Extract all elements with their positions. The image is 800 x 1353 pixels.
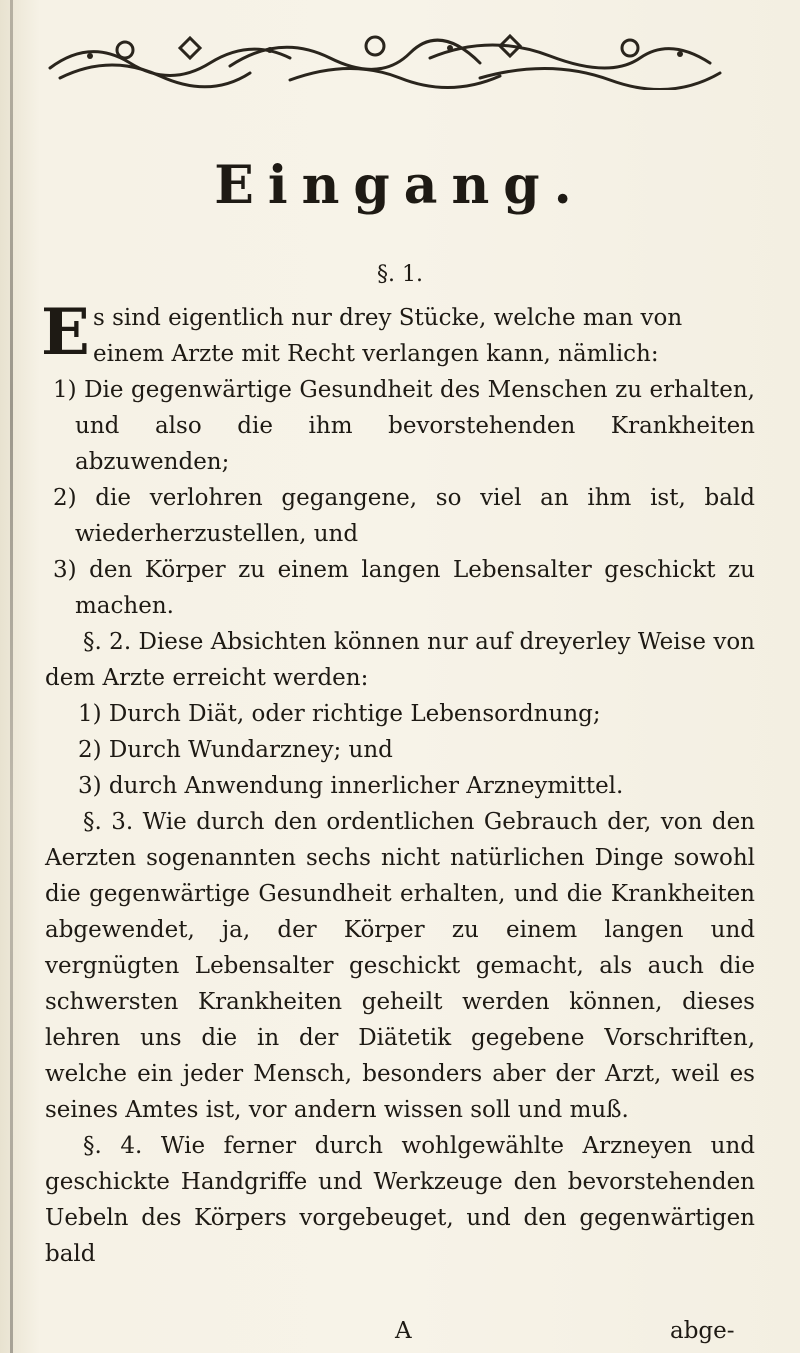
- section-1-item-3: 3) den Körper zu einem langen Lebensalter geschickt zu machen.: [53, 557, 755, 619]
- intro-line-2: einem Arzte mit Recht verlangen kann, nämlich:: [93, 341, 659, 367]
- section-number: §. 1.: [377, 262, 423, 287]
- section-3-paragraph: §. 3. Wie durch den ordentlichen Gebrauch der, von den Aerzten sogenannten sechs nicht natürlichen Dinge sowohl die gegenwärtige Gesundheit erhalten, und die Krankheiten abgewendet, ja, der Körper zu einem langen und vergnügten Lebensalter geschickt gemacht, als auch die schwersten Krankheiten geheilt werden können, dieses lehren uns die in der Diätetik gegebene Vorschriften, welche ein jeder Mensch, besonders aber der Arzt, weil es seines Amtes ist, vor andern wissen soll und muß.: [45, 809, 755, 1123]
- section-2-item-2: 2) Durch Wundarzney; und: [78, 737, 393, 763]
- signature-mark: A: [395, 1318, 412, 1344]
- section-1-item-2: 2) die verlohren gegangene, so viel an ihm ist, bald wiederherzustellen, und: [53, 485, 755, 547]
- section-2-item-3: 3) durch Anwendung innerlicher Arzneymittel.: [78, 773, 624, 799]
- body-text: [41, 295, 755, 1272]
- intro-line-1: s sind eigentlich nur drey Stücke, welche man von: [93, 305, 683, 331]
- section-4-paragraph: §. 4. Wie ferner durch wohlgewählte Arzneyen und geschickte Handgriffe und Werkzeuge den bevorstehenden Uebeln des Körpers vorgebeuget, und den gegenwärtigen bald: [45, 1133, 755, 1267]
- section-2-item-1: 1) Durch Diät, oder richtige Lebensordnung;: [78, 701, 601, 727]
- chapter-heading: Eingang.: [214, 155, 586, 216]
- section-1-intro: [41, 295, 755, 372]
- section-2-paragraph: §. 2. Diese Absichten können nur auf dreyerley Weise von dem Arzte erreicht werden:: [45, 629, 755, 691]
- decorative-border-ornament: [30, 28, 730, 90]
- section-1-item-1: 1) Die gegenwärtige Gesundheit des Menschen zu erhalten, und also die ihm bevorstehenden Krankheiten abzuwenden;: [53, 377, 755, 475]
- catchword: abge-: [670, 1318, 735, 1344]
- drop-cap: E: [41, 295, 90, 370]
